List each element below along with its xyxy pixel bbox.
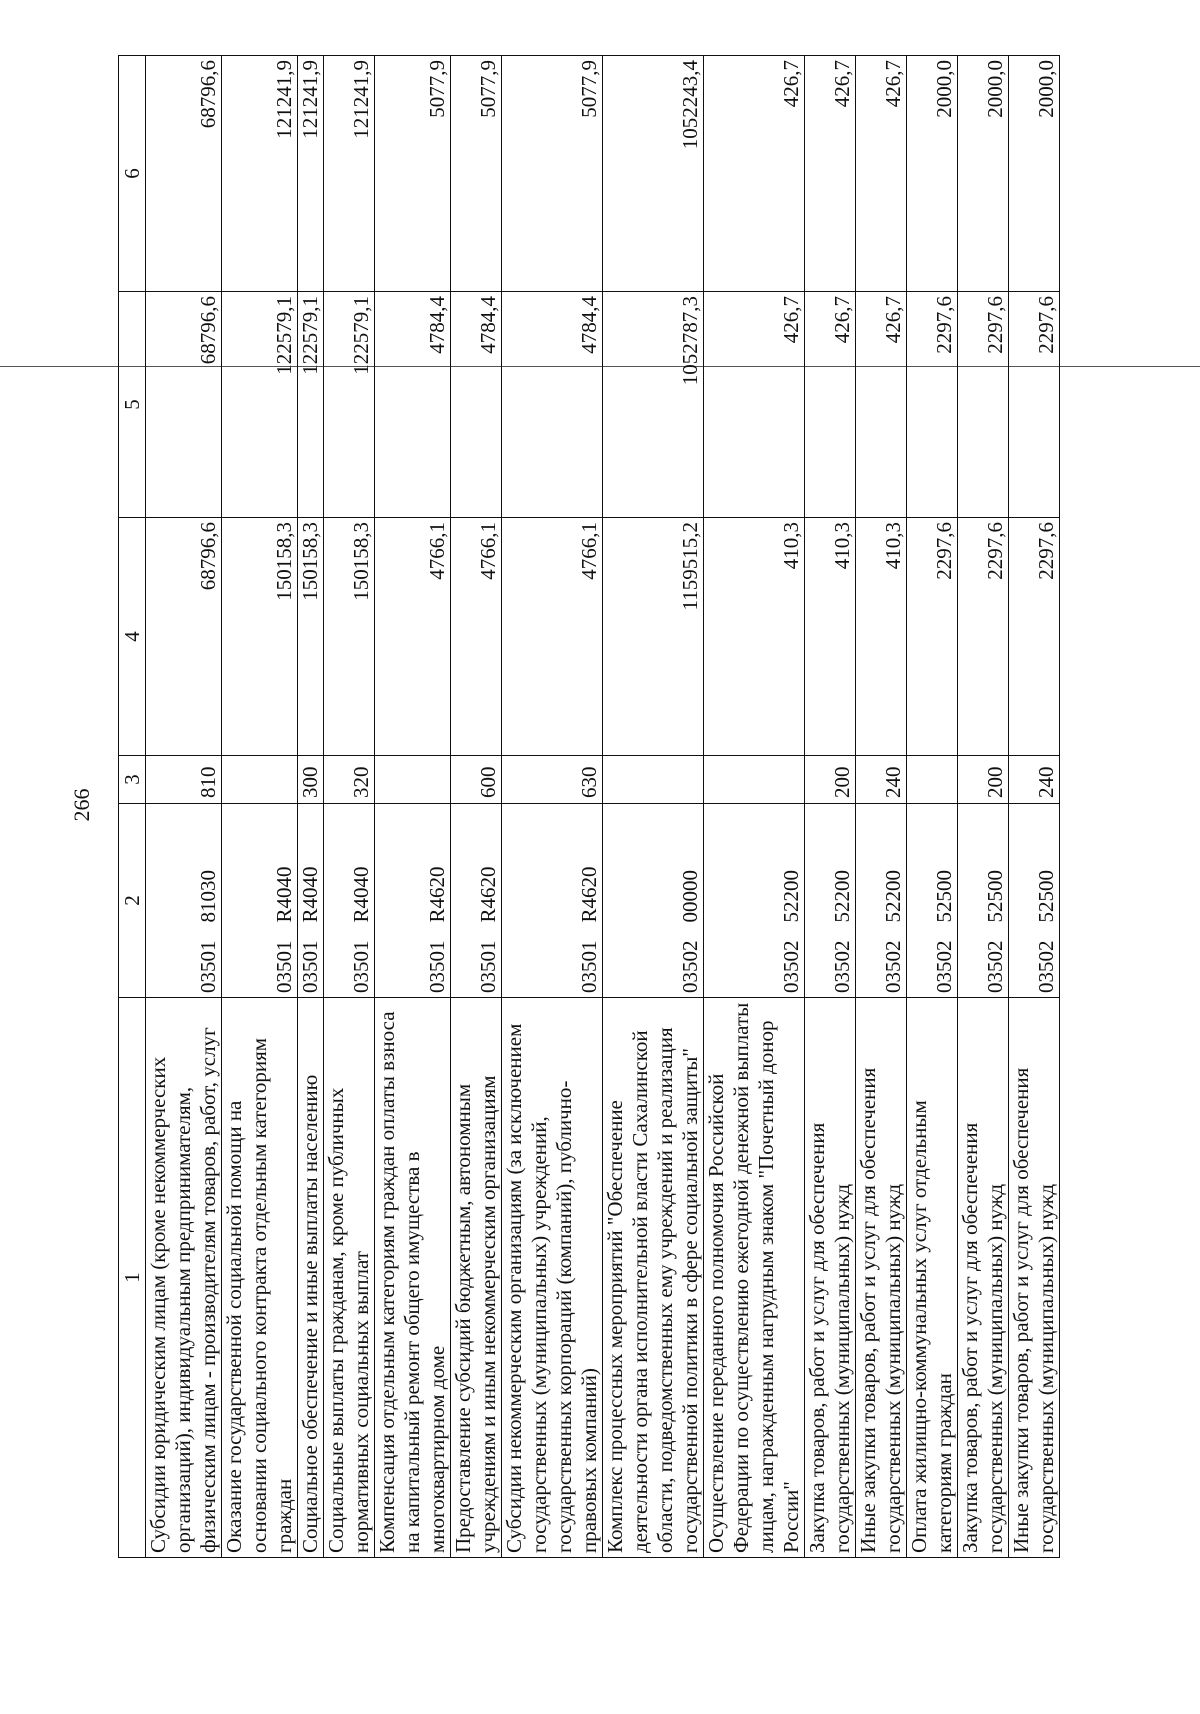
table-row xyxy=(146,56,222,1558)
header-cell: 2 xyxy=(119,804,146,998)
row-code-cell xyxy=(603,804,704,998)
row-value-4-cell: 4766,1 xyxy=(502,518,603,756)
row-value-5-cell: 4784,4 xyxy=(502,292,603,518)
row-name-cell: Закупка товаров, работ и услуг для обеспечения государственных (муниципальных) нужд xyxy=(805,998,856,1558)
row-code-cell xyxy=(856,804,907,998)
table-row xyxy=(502,56,603,1558)
code-program: 03502 xyxy=(830,940,854,993)
code-direction: R4620 xyxy=(476,866,500,923)
row-value-4-cell: 410,3 xyxy=(856,518,907,756)
row-name-cell: Комплекс процессных мероприятий "Обеспечение деятельности органа исполнительной власти Сахалинской области, подведомственных ему учреждений и реализация государственной политики в сфере социальной защиты" xyxy=(603,998,704,1558)
code-program: 03502 xyxy=(932,940,956,993)
header-cell: 6 xyxy=(119,56,146,292)
row-value-5-cell: 1052787,3 xyxy=(603,292,704,518)
row-value-5-cell: 426,7 xyxy=(805,292,856,518)
code-direction: 52500 xyxy=(1034,870,1058,923)
row-vr-cell: 630 xyxy=(502,756,603,804)
row-vr-cell: 240 xyxy=(1009,756,1060,804)
row-value-4-cell: 4766,1 xyxy=(451,518,502,756)
row-name-cell: Социальные выплаты гражданам, кроме публичных нормативных социальных выплат xyxy=(324,998,375,1558)
row-value-6-cell: 121241,9 xyxy=(298,56,324,292)
table-row xyxy=(375,56,451,1558)
row-value-6-cell: 426,7 xyxy=(856,56,907,292)
row-value-5-cell: 2297,6 xyxy=(958,292,1009,518)
row-value-6-cell: 121241,9 xyxy=(324,56,375,292)
row-value-5-cell: 2297,6 xyxy=(907,292,958,518)
row-value-5-cell: 2297,6 xyxy=(1009,292,1060,518)
code-program: 03501 xyxy=(476,940,500,993)
header-cell: 4 xyxy=(119,518,146,756)
code-program: 03502 xyxy=(779,940,803,993)
row-code-cell xyxy=(298,804,324,998)
table-row xyxy=(704,56,805,1558)
row-name-cell: Иные закупки товаров, работ и услуг для обеспечения государственных (муниципальных) нужд xyxy=(856,998,907,1558)
row-code-cell xyxy=(805,804,856,998)
row-name-cell: Компенсация отдельным категориям граждан оплаты взноса на капитальный ремонт общего имущества в многоквартирном доме xyxy=(375,998,451,1558)
row-value-6-cell: 68796,6 xyxy=(146,56,222,292)
code-direction: 52200 xyxy=(779,870,803,923)
row-value-5-cell: 426,7 xyxy=(704,292,805,518)
header-cell: 3 xyxy=(119,756,146,804)
row-code-cell xyxy=(451,804,502,998)
row-value-4-cell: 2297,6 xyxy=(907,518,958,756)
row-value-4-cell: 150158,3 xyxy=(324,518,375,756)
row-vr-cell: 600 xyxy=(451,756,502,804)
header-cell: 5 xyxy=(119,292,146,518)
budget-table xyxy=(118,55,1060,1558)
code-direction: R4620 xyxy=(577,866,601,923)
code-direction: 00000 xyxy=(678,870,702,923)
row-value-6-cell: 2000,0 xyxy=(1009,56,1060,292)
row-name-cell: Закупка товаров, работ и услуг для обеспечения государственных (муниципальных) нужд xyxy=(958,998,1009,1558)
header-row xyxy=(119,56,146,1558)
row-name-cell: Иные закупки товаров, работ и услуг для обеспечения государственных (муниципальных) нужд xyxy=(1009,998,1060,1558)
row-value-6-cell: 2000,0 xyxy=(907,56,958,292)
row-vr-cell xyxy=(603,756,704,804)
row-vr-cell: 240 xyxy=(856,756,907,804)
row-value-4-cell: 1159515,2 xyxy=(603,518,704,756)
table-body xyxy=(146,56,1060,1558)
table-row xyxy=(451,56,502,1558)
code-program: 03502 xyxy=(983,940,1007,993)
row-vr-cell xyxy=(222,756,298,804)
table-row xyxy=(856,56,907,1558)
code-direction: R4040 xyxy=(349,866,373,923)
table-row xyxy=(958,56,1009,1558)
code-program: 03501 xyxy=(272,940,296,993)
row-vr-cell: 810 xyxy=(146,756,222,804)
header-cell: 1 xyxy=(119,998,146,1558)
code-program: 03501 xyxy=(349,940,373,993)
row-value-6-cell: 5077,9 xyxy=(502,56,603,292)
row-code-cell xyxy=(907,804,958,998)
row-code-cell xyxy=(324,804,375,998)
code-direction: 81030 xyxy=(196,870,220,923)
row-value-4-cell: 410,3 xyxy=(805,518,856,756)
row-value-5-cell: 4784,4 xyxy=(451,292,502,518)
code-program: 03501 xyxy=(196,940,220,993)
row-value-5-cell: 4784,4 xyxy=(375,292,451,518)
row-value-5-cell: 68796,6 xyxy=(146,292,222,518)
row-name-cell: Осуществление переданного полномочия Российской Федерации по осуществлению ежегодной денежной выплаты лицам, награжденным нагрудным знаком "Почетный донор России" xyxy=(704,998,805,1558)
row-value-5-cell: 122579,1 xyxy=(298,292,324,518)
row-name-cell: Субсидии некоммерческим организациям (за исключением государственных (муниципальных) учреждений, государственных корпораций (компаний), публично-правовых компаний) xyxy=(502,998,603,1558)
row-name-cell: Субсидии юридическим лицам (кроме некоммерческих организаций), индивидуальным предпринимателям, физическим лицам - производителям товаров, работ, услуг xyxy=(146,998,222,1558)
row-value-4-cell: 4766,1 xyxy=(375,518,451,756)
row-vr-cell xyxy=(704,756,805,804)
row-value-4-cell: 150158,3 xyxy=(298,518,324,756)
rotated-page xyxy=(118,56,1200,1558)
table-row xyxy=(324,56,375,1558)
row-value-4-cell: 68796,6 xyxy=(146,518,222,756)
code-direction: 52500 xyxy=(932,870,956,923)
row-value-6-cell: 1052243,4 xyxy=(603,56,704,292)
code-program: 03501 xyxy=(298,940,322,993)
row-vr-cell: 200 xyxy=(805,756,856,804)
row-name-cell: Оказание государственной социальной помощи на основании социального контракта отдельным категориям граждан xyxy=(222,998,298,1558)
row-value-6-cell: 121241,9 xyxy=(222,56,298,292)
code-program: 03502 xyxy=(881,940,905,993)
code-direction: R4620 xyxy=(425,866,449,923)
page-number: 266 xyxy=(69,788,94,822)
row-name-cell: Социальное обеспечение и иные выплаты населению xyxy=(298,998,324,1558)
row-name-cell: Оплата жилищно-коммунальных услуг отдельным категориям граждан xyxy=(907,998,958,1558)
row-value-6-cell: 426,7 xyxy=(704,56,805,292)
code-direction: 52200 xyxy=(881,870,905,923)
row-vr-cell: 320 xyxy=(324,756,375,804)
row-value-4-cell: 410,3 xyxy=(704,518,805,756)
row-code-cell xyxy=(146,804,222,998)
row-code-cell xyxy=(704,804,805,998)
row-value-5-cell: 122579,1 xyxy=(222,292,298,518)
code-program: 03501 xyxy=(425,940,449,993)
row-value-6-cell: 5077,9 xyxy=(451,56,502,292)
row-code-cell xyxy=(1009,804,1060,998)
row-code-cell xyxy=(375,804,451,998)
code-program: 03501 xyxy=(577,940,601,993)
row-code-cell xyxy=(502,804,603,998)
code-program: 03502 xyxy=(678,940,702,993)
row-value-6-cell: 5077,9 xyxy=(375,56,451,292)
table-row xyxy=(222,56,298,1558)
code-direction: 52500 xyxy=(983,870,1007,923)
row-name-cell: Предоставление субсидий бюджетным, автономным учреждениям и иным некоммерческим организациям xyxy=(451,998,502,1558)
row-value-6-cell: 2000,0 xyxy=(958,56,1009,292)
code-direction: 52200 xyxy=(830,870,854,923)
code-direction: R4040 xyxy=(272,866,296,923)
table-row xyxy=(805,56,856,1558)
row-value-5-cell: 122579,1 xyxy=(324,292,375,518)
row-vr-cell xyxy=(375,756,451,804)
table-row xyxy=(1009,56,1060,1558)
row-vr-cell xyxy=(907,756,958,804)
code-program: 03502 xyxy=(1034,940,1058,993)
table-row xyxy=(603,56,704,1558)
row-value-6-cell: 426,7 xyxy=(805,56,856,292)
table-row xyxy=(298,56,324,1558)
row-value-4-cell: 2297,6 xyxy=(958,518,1009,756)
table-row xyxy=(907,56,958,1558)
row-value-4-cell: 150158,3 xyxy=(222,518,298,756)
row-value-5-cell: 426,7 xyxy=(856,292,907,518)
row-vr-cell: 300 xyxy=(298,756,324,804)
row-vr-cell: 200 xyxy=(958,756,1009,804)
row-value-4-cell: 2297,6 xyxy=(1009,518,1060,756)
row-code-cell xyxy=(222,804,298,998)
row-code-cell xyxy=(958,804,1009,998)
code-direction: R4040 xyxy=(298,866,322,923)
